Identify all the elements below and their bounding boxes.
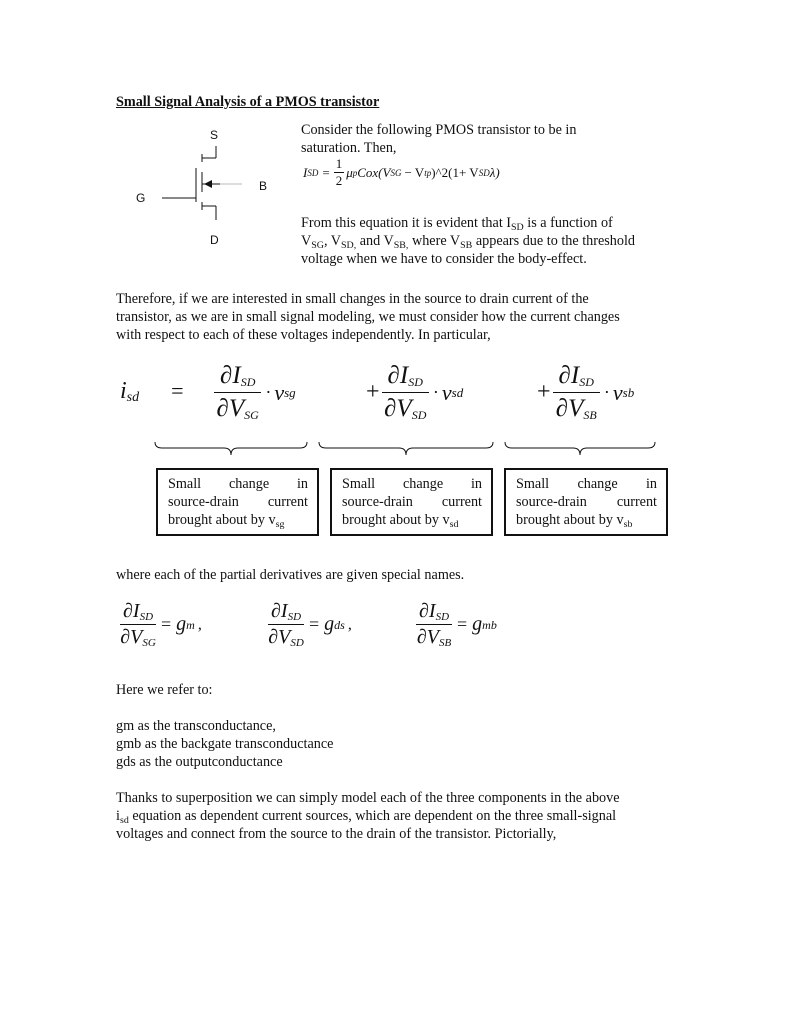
therefore-paragraph: Therefore, if we are interested in small changes in the source to drain current of the transistor, as we are in small signal modeling, we must consider how the current changes with respect to each of these voltages independently. In particular, xyxy=(116,291,620,343)
source-label: S xyxy=(210,128,219,142)
term-gds-fraction: + $\frac{\partial I_{SD}}{\partial V_{SD}}$ · v sd xyxy=(366,362,464,422)
refer-line: Here we refer to: xyxy=(116,682,213,698)
list-item: gm as the transconductance, xyxy=(116,718,276,734)
drain-label: D xyxy=(210,233,219,247)
list-item: gmb as the backgate transconductance xyxy=(116,736,334,752)
list-item: gds as the outputconductance xyxy=(116,754,283,770)
term-gmb-fraction: + $\frac{\partial I_{SD}}{\partial V_{SB}}$ · v sb xyxy=(537,362,635,422)
def-gm: $\frac{\partial I_{SD}}{\partial V_{SG}}$ = g m , xyxy=(120,600,202,649)
pmos-transistor-schematic xyxy=(120,120,280,250)
page-title: Small Signal Analysis of a PMOS transistor xyxy=(116,94,380,110)
body-label: B xyxy=(259,179,268,193)
brace-2 xyxy=(318,440,494,458)
def-gds: $\frac{\partial I_{SD}}{\partial V_{SD}}$ = g ds , xyxy=(268,600,352,649)
isd-lhs: $i_{sd}$ = xyxy=(120,378,184,405)
special-names-line: where each of the partial derivatives are given special names. xyxy=(116,567,465,583)
def-gmb: $\frac{\partial I_{SD}}{\partial V_{SB}}$ = g mb xyxy=(416,600,497,649)
gate-label: G xyxy=(136,191,146,205)
intro-paragraph: Consider the following PMOS transistor to be in saturation. Then, xyxy=(301,122,577,156)
box-vsd: Small change in source-drain current brought about by $v_{sd}$ xyxy=(330,468,493,536)
box-vsg: Small change in source-drain current brought about by $v_{sg}$ xyxy=(156,468,319,536)
conductance-list xyxy=(116,717,333,771)
superposition-paragraph: Thanks to superposition we can simply model each of the three components in the above $i_{sd}$ equation as dependent current sources, which are dependent on the three small-signal voltages and connect from the source to the drain of the transistor. Pictorially, xyxy=(116,790,620,842)
brace-1 xyxy=(154,440,308,458)
box-vsb: Small change in source-drain current brought about by $v_{sb}$ xyxy=(504,468,668,536)
evident-paragraph: From this equation it is evident that $I_{SD}$ is a function of $V_{SG}$, $V_{SD,}$ and $V_{SB,}$ where $V_{SB}$ appears due to the threshold voltage when we have to consider the body-effect. xyxy=(301,215,636,267)
drain-current-equation: I SD = $\frac{1}{2}$ μ p Cox(V SG − V tp )^2(1+ V SD λ) xyxy=(303,156,500,188)
term-gm-fraction: $\frac{\partial I_{SD}}{\partial V_{SG}}$ · v sg xyxy=(214,362,296,423)
brace-3 xyxy=(504,440,656,458)
